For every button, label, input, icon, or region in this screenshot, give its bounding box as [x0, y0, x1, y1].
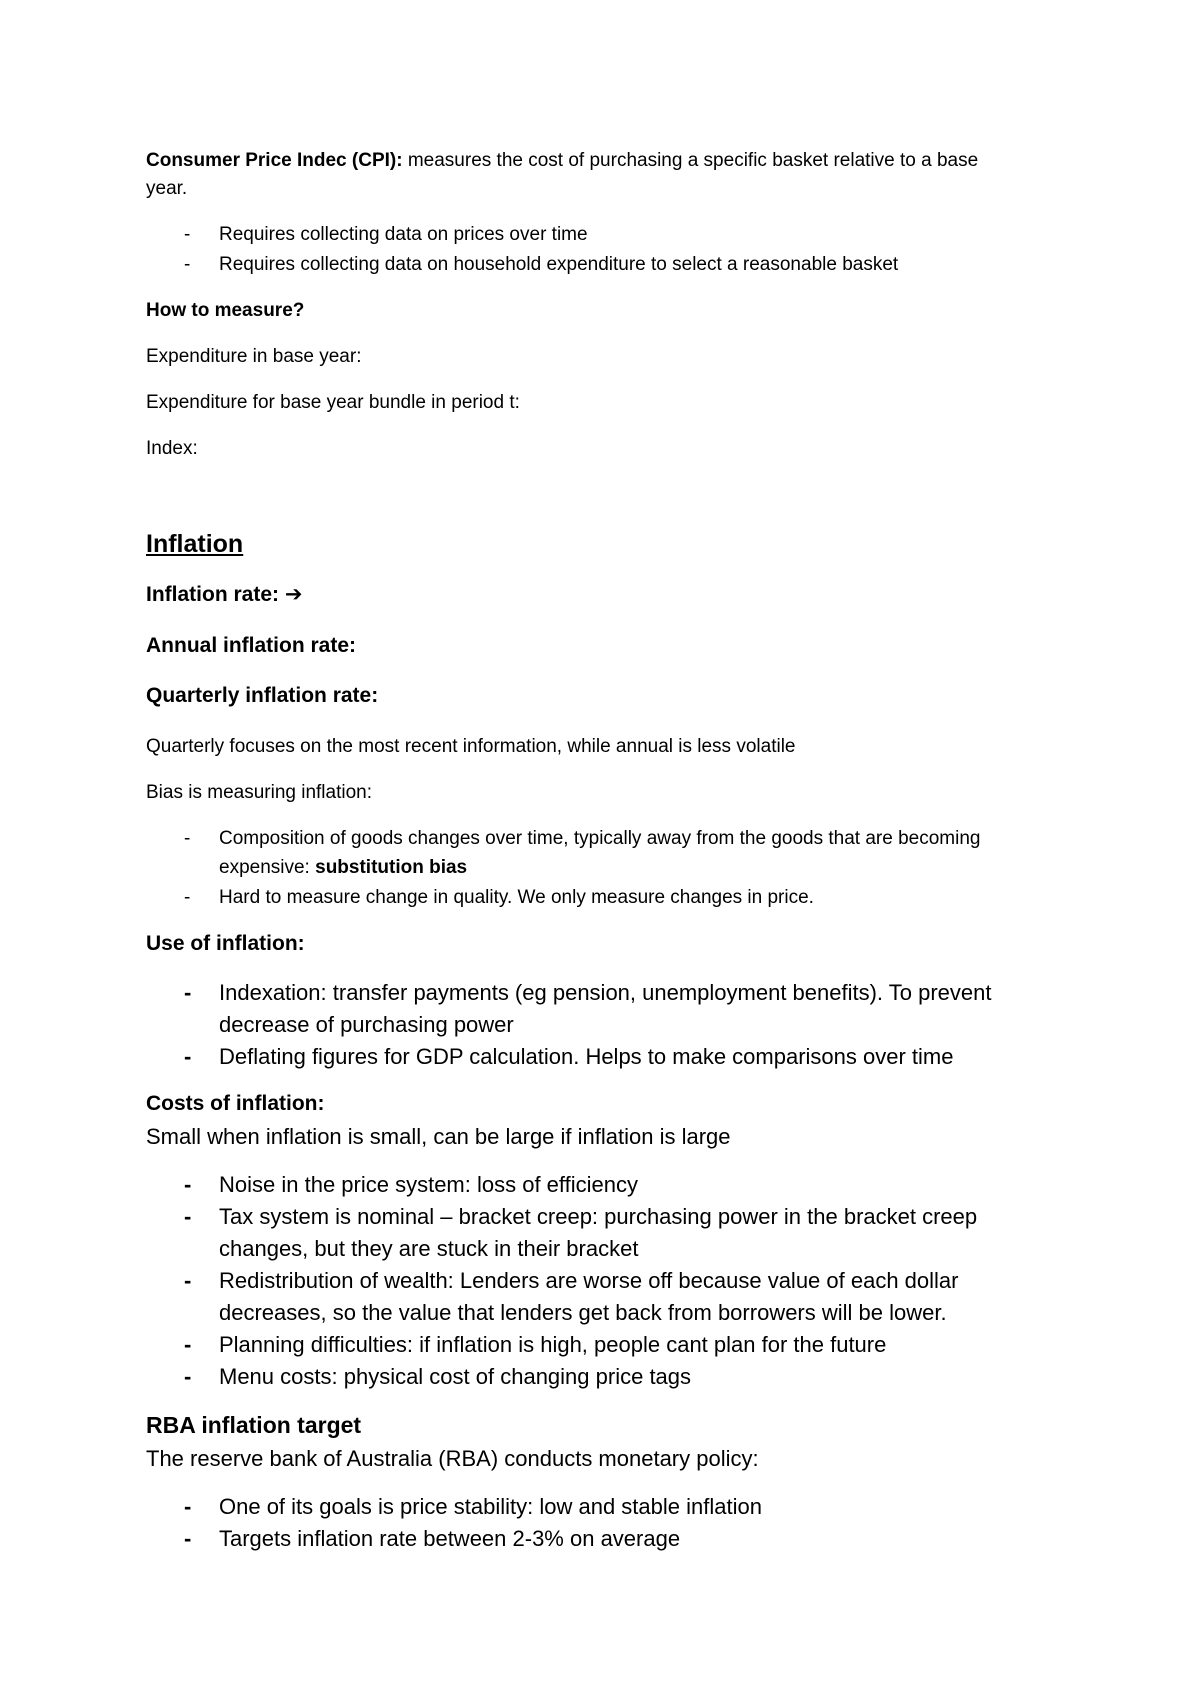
bullet-marker: -: [184, 828, 191, 849]
cost-item-noise: Noise in the price system: loss of efficiency: [219, 1172, 638, 1197]
bias-item-composition: Composition of goods changes over time, typically away from the goods that are becoming: [219, 828, 981, 849]
bias-heading: Bias is measuring inflation:: [146, 782, 372, 803]
use-item-indexation: Indexation: transfer payments (eg pension, unemployment benefits). To prevent: [219, 980, 992, 1005]
cost-item-redistribution-continued: decreases, so the value that lenders get back from borrowers will be lower.: [219, 1300, 947, 1325]
inflation-title: Inflation: [146, 530, 244, 558]
costs-summary: Small when inflation is small, can be large if inflation is large: [146, 1124, 731, 1149]
expenditure-base-year: Expenditure in base year:: [146, 346, 362, 367]
cpi-definition-continued: year.: [146, 178, 188, 199]
cpi-definition: [146, 150, 978, 172]
bias-item-composition-continued: [219, 857, 467, 879]
use-item-deflating: Deflating figures for GDP calculation. Helps to make comparisons over time: [219, 1044, 954, 1069]
bullet-marker: -: [184, 1494, 192, 1519]
cost-item-tax-continued: changes, but they are stuck in their bracket: [219, 1236, 639, 1261]
quarterly-inflation-rate: Quarterly inflation rate:: [146, 684, 379, 707]
cpi-definition-text: measures the cost of purchasing a specific basket relative to a base: [402, 150, 979, 171]
expenditure-period-t: Expenditure for base year bundle in period t:: [146, 392, 520, 413]
index-label: Index:: [146, 438, 198, 459]
rba-item-target: Targets inflation rate between 2-3% on average: [219, 1526, 681, 1551]
cpi-bullet-expenditure: Requires collecting data on household expenditure to select a reasonable basket: [219, 254, 899, 275]
measure-heading: How to measure?: [146, 300, 305, 321]
right-arrow-icon: ➔: [284, 583, 303, 606]
bullet-marker: -: [184, 1204, 192, 1229]
bullet-marker: -: [184, 1172, 192, 1197]
bullet-marker: -: [184, 224, 191, 245]
rba-item-price-stability: One of its goals is price stability: low and stable inflation: [219, 1494, 762, 1519]
substitution-bias: substitution bias: [315, 857, 468, 878]
quarterly-note: Quarterly focuses on the most recent information, while annual is less volatile: [146, 736, 796, 757]
inflation-rate: [146, 582, 302, 607]
bias-item-quality: Hard to measure change in quality. We only measure changes in price.: [219, 887, 814, 908]
cpi-bullet-prices: Requires collecting data on prices over time: [219, 224, 588, 245]
annual-inflation-rate: Annual inflation rate:: [146, 634, 356, 657]
use-item-indexation-continued: decrease of purchasing power: [219, 1012, 514, 1037]
cost-item-planning: Planning difficulties: if inflation is high, people cant plan for the future: [219, 1332, 887, 1357]
bullet-marker: -: [184, 1268, 192, 1293]
cost-item-tax: Tax system is nominal – bracket creep: purchasing power in the bracket creep: [219, 1204, 978, 1229]
bullet-marker: -: [184, 1044, 192, 1069]
rba-intro: The reserve bank of Australia (RBA) conducts monetary policy:: [146, 1446, 759, 1471]
cpi-term: Consumer Price Indec (CPI):: [146, 150, 403, 171]
bullet-marker: -: [184, 1526, 192, 1551]
use-heading: Use of inflation:: [146, 932, 305, 955]
cost-item-menu: Menu costs: physical cost of changing price tags: [219, 1364, 692, 1389]
bullet-marker: -: [184, 1332, 192, 1357]
rba-heading: RBA inflation target: [146, 1412, 362, 1438]
bias-item-plain: expensive:: [219, 857, 316, 878]
costs-heading: Costs of inflation:: [146, 1092, 325, 1115]
bullet-marker: -: [184, 1364, 192, 1389]
cost-item-redistribution: Redistribution of wealth: Lenders are worse off because value of each dollar: [219, 1268, 959, 1293]
bullet-marker: -: [184, 980, 192, 1005]
bullet-marker: -: [184, 887, 191, 908]
inflation-rate-label: Inflation rate:: [146, 583, 285, 606]
bullet-marker: -: [184, 254, 191, 275]
